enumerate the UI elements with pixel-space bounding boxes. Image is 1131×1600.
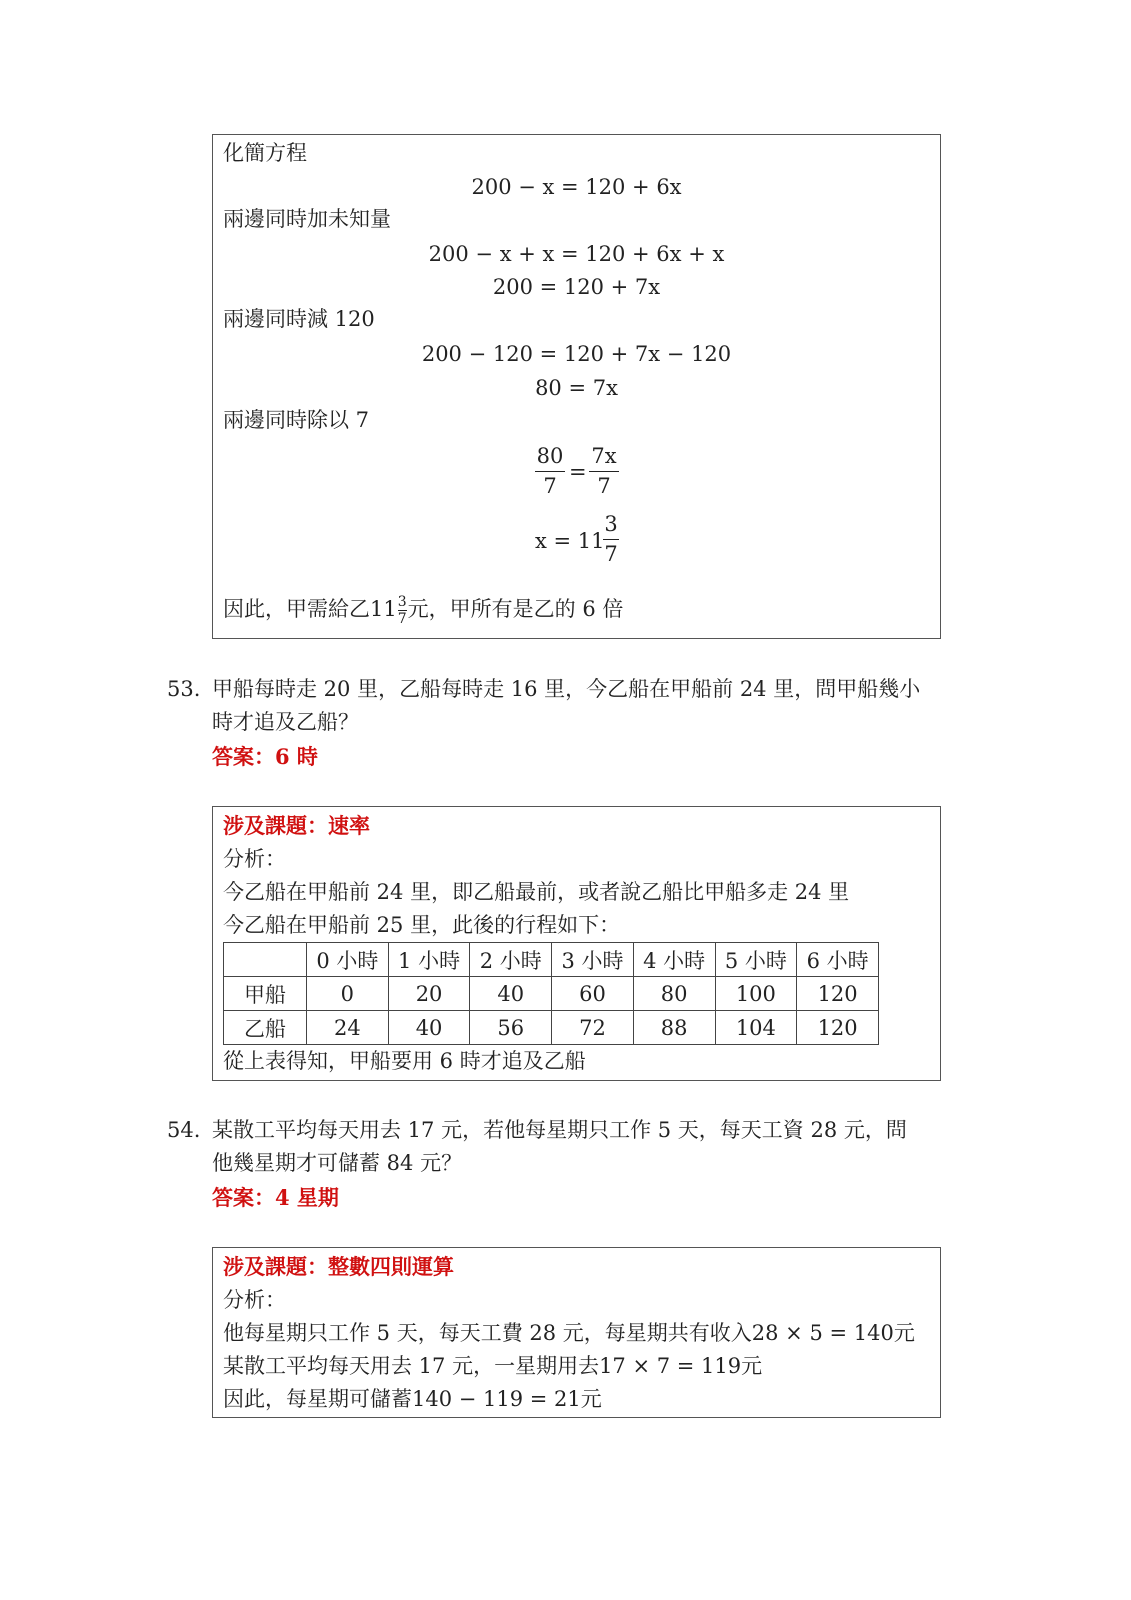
analysis-label-53: 分析： [223,847,286,871]
fraction-right-numerator: 7x [591,444,617,468]
answer-53: 答案：6 時 [212,744,318,769]
table-cell: 60 [552,977,634,1011]
table-row-label: 乙船 [224,1011,307,1045]
table-cell: 104 [715,1011,797,1045]
conclusion-denominator: 7 [397,611,407,627]
table-cell: 24 [307,1011,389,1045]
fraction-left [535,446,565,497]
equation-7-fraction [603,514,619,565]
equation-3: 200 = 120 + 7x [492,275,661,299]
equation-5: 80 = 7x [535,376,618,400]
table-header-cell: 0 小時 [307,943,389,977]
analysis-54-line-2: 某散工平均每天用去 17 元，一星期用去17 × 7 = 119元 [223,1354,763,1378]
fraction-right-denominator: 7 [597,474,611,498]
table-header-cell [224,943,307,977]
conclusion-numerator: 3 [397,594,407,610]
table-header-cell: 2 小時 [470,943,552,977]
question-53-line-2: 時才追及乙船？ [212,710,359,734]
table-row-label: 甲船 [224,977,307,1011]
table-header-cell: 3 小時 [552,943,634,977]
analysis-label-54: 分析： [223,1288,286,1312]
answer-54: 答案：4 星期 [212,1185,339,1210]
step-label-subtract: 兩邊同時減 120 [223,307,375,331]
equation-1: 200 − x = 120 + 6x [471,175,682,199]
conclusion-line [223,595,623,626]
step-label-simplify: 化簡方程 [223,141,307,165]
table-row [224,1011,879,1045]
analysis-53-line-1: 今乙船在甲船前 24 里，即乙船最前，或者說乙船比甲船多走 24 里 [223,880,850,904]
table-cell: 72 [552,1011,634,1045]
analysis-box-53 [212,806,941,1081]
conclusion-fraction [398,595,407,626]
topic-heading-53: 涉及課題：速率 [223,813,370,838]
table-header-row [224,943,879,977]
fraction-left-denominator: 7 [543,474,557,498]
analysis-53-conclusion: 從上表得知，甲船要用 6 時才追及乙船 [223,1049,586,1073]
analysis-box-54 [212,1247,941,1418]
table-cell: 100 [715,977,797,1011]
step-label-divide: 兩邊同時除以 7 [223,408,370,432]
analysis-54-line-3: 因此，每星期可儲蓄140 − 119 = 21元 [223,1387,602,1411]
question-54-line-2: 他幾星期才可儲蓄 84 元？ [212,1151,463,1175]
table-cell: 40 [470,977,552,1011]
equation-7-numerator: 3 [604,512,618,536]
fraction-right [589,446,619,497]
table-row [224,977,879,1011]
solution-box-52 [212,134,941,639]
equals-sign: = [569,460,587,484]
equation-4: 200 − 120 = 120 + 7x − 120 [421,342,732,366]
equation-7-prefix: x = 11 [535,529,605,553]
analysis-53-line-2: 今乙船在甲船前 25 里，此後的行程如下： [223,913,621,937]
distance-table [223,942,879,1045]
table-cell: 0 [307,977,389,1011]
question-number-53: 53. [167,677,201,701]
table-header-cell: 1 小時 [388,943,470,977]
table-cell: 80 [633,977,715,1011]
equation-7-denominator: 7 [604,542,618,566]
topic-heading-54: 涉及課題：整數四則運算 [223,1254,454,1279]
conclusion-suffix: 元，甲所有是乙的 6 倍 [407,597,624,621]
question-53-line-1: 甲船每時走 20 里，乙船每時走 16 里，今乙船在甲船前 24 里，問甲船幾小 [212,677,921,701]
table-cell: 88 [633,1011,715,1045]
equation-2: 200 − x + x = 120 + 6x + x [428,242,725,266]
table-cell: 120 [797,977,879,1011]
question-number-54: 54. [167,1118,201,1142]
fraction-left-numerator: 80 [536,444,564,468]
table-header-cell: 6 小時 [797,943,879,977]
table-cell: 56 [470,1011,552,1045]
step-label-add: 兩邊同時加未知量 [223,207,391,231]
question-54-line-1: 某散工平均每天用去 17 元，若他每星期只工作 5 天，每天工資 28 元，問 [212,1118,907,1142]
table-cell: 120 [797,1011,879,1045]
table-header-cell: 5 小時 [715,943,797,977]
table-cell: 40 [388,1011,470,1045]
table-cell: 20 [388,977,470,1011]
table-header-cell: 4 小時 [633,943,715,977]
analysis-54-line-1: 他每星期只工作 5 天，每天工費 28 元，每星期共有收入28 × 5 = 140元 [223,1321,915,1345]
conclusion-prefix: 因此，甲需給乙11 [223,597,397,621]
